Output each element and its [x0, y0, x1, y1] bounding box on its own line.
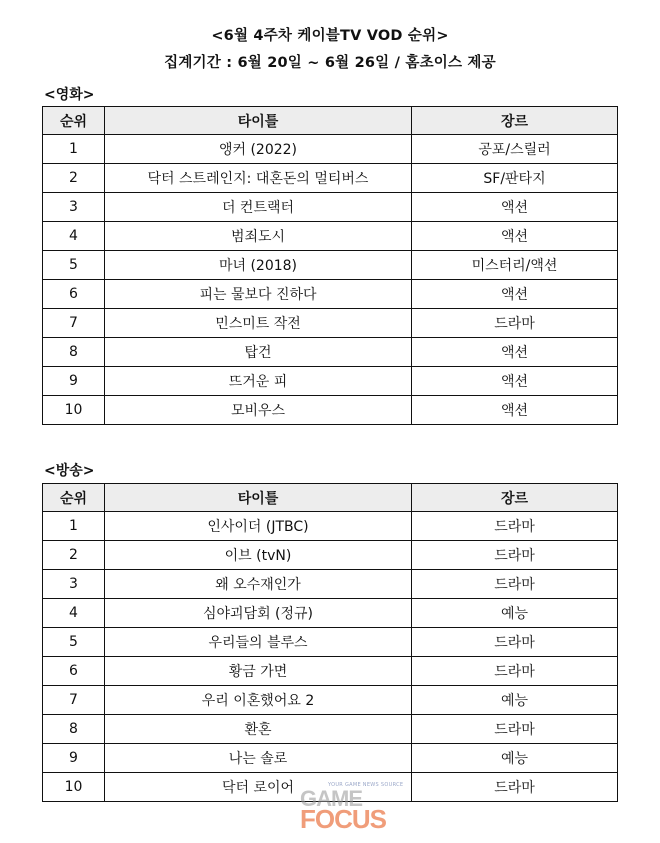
title-cell: 뜨거운 피 [105, 367, 412, 396]
table-row [43, 338, 618, 367]
genre-cell: 미스터리/액션 [412, 251, 618, 280]
title-cell: 왜 오수재인가 [105, 570, 412, 599]
table-row [43, 773, 618, 802]
rank-cell: 2 [43, 164, 105, 193]
title-cell: 범죄도시 [105, 222, 412, 251]
title-cell: 황금 가면 [105, 657, 412, 686]
rank-cell: 4 [43, 599, 105, 628]
genre-cell: 예능 [412, 744, 618, 773]
genre-cell: 공포/스릴러 [412, 135, 618, 164]
table-row [43, 715, 618, 744]
table-row [43, 657, 618, 686]
genre-cell: 드라마 [412, 309, 618, 338]
rank-cell: 6 [43, 280, 105, 309]
broadcast-table [42, 483, 618, 802]
title-cell: 마녀 (2018) [105, 251, 412, 280]
rank-cell: 1 [43, 512, 105, 541]
table-row [43, 512, 618, 541]
rank-cell: 7 [43, 309, 105, 338]
rank-cell: 2 [43, 541, 105, 570]
table-header-row [43, 484, 618, 512]
title-cell: 닥터 스트레인지: 대혼돈의 멀티버스 [105, 164, 412, 193]
rank-cell: 10 [43, 773, 105, 802]
table-row [43, 744, 618, 773]
genre-cell: 드라마 [412, 657, 618, 686]
title-cell: 모비우스 [105, 396, 412, 425]
table-row [43, 251, 618, 280]
genre-cell: 액션 [412, 338, 618, 367]
table-row [43, 396, 618, 425]
table-row [43, 222, 618, 251]
watermark-game-text: GAME [300, 786, 362, 811]
rank-cell: 5 [43, 251, 105, 280]
watermark-tagline: YOUR GAME NEWS SOURCE [328, 782, 404, 788]
broadcast-section-label: <방송> [44, 463, 95, 479]
rank-cell: 6 [43, 657, 105, 686]
genre-cell: 액션 [412, 280, 618, 309]
table-row [43, 309, 618, 338]
table-row [43, 164, 618, 193]
rank-cell: 10 [43, 396, 105, 425]
title-cell: 이브 (tvN) [105, 541, 412, 570]
title-cell: 나는 솔로 [105, 744, 412, 773]
title-cell: 심야괴담회 (정규) [105, 599, 412, 628]
movies-table [42, 106, 618, 425]
table-row [43, 367, 618, 396]
genre-cell: 드라마 [412, 541, 618, 570]
table-row [43, 570, 618, 599]
title-cell: 앵커 (2022) [105, 135, 412, 164]
rank-cell: 7 [43, 686, 105, 715]
genre-cell: 예능 [412, 686, 618, 715]
rank-cell: 9 [43, 744, 105, 773]
title-column-header: 타이틀 [105, 484, 412, 512]
title-cell: 환혼 [105, 715, 412, 744]
table-header-row [43, 107, 618, 135]
genre-cell: 액션 [412, 396, 618, 425]
title-cell: 피는 물보다 진하다 [105, 280, 412, 309]
rank-cell: 5 [43, 628, 105, 657]
genre-cell: 드라마 [412, 512, 618, 541]
rank-cell: 8 [43, 715, 105, 744]
genre-cell: 액션 [412, 367, 618, 396]
rank-cell: 3 [43, 193, 105, 222]
page-title: <6월 4주차 케이블TV VOD 순위> [211, 28, 449, 44]
genre-cell: 드라마 [412, 570, 618, 599]
title-cell: 더 컨트랙터 [105, 193, 412, 222]
title-cell: 닥터 로이어 [105, 773, 412, 802]
title-cell: 우리들의 블루스 [105, 628, 412, 657]
table-row [43, 628, 618, 657]
genre-cell: 드라마 [412, 773, 618, 802]
watermark-focus-text: FOCUS [300, 804, 386, 834]
rank-column-header: 순위 [43, 484, 105, 512]
rank-cell: 3 [43, 570, 105, 599]
title-cell: 인사이더 (JTBC) [105, 512, 412, 541]
rank-cell: 9 [43, 367, 105, 396]
genre-cell: 드라마 [412, 628, 618, 657]
rank-cell: 4 [43, 222, 105, 251]
rank-cell: 8 [43, 338, 105, 367]
table-row [43, 541, 618, 570]
genre-cell: SF/판타지 [412, 164, 618, 193]
genre-column-header: 장르 [412, 107, 618, 135]
table-row [43, 193, 618, 222]
table-row [43, 686, 618, 715]
rank-column-header: 순위 [43, 107, 105, 135]
title-cell: 우리 이혼했어요 2 [105, 686, 412, 715]
genre-cell: 액션 [412, 193, 618, 222]
table-row [43, 280, 618, 309]
genre-column-header: 장르 [412, 484, 618, 512]
page-subtitle: 집계기간 : 6월 20일 ~ 6월 26일 / 홈초이스 제공 [164, 55, 496, 71]
rank-cell: 1 [43, 135, 105, 164]
genre-cell: 예능 [412, 599, 618, 628]
genre-cell: 액션 [412, 222, 618, 251]
table-row [43, 599, 618, 628]
movies-section-label: <영화> [44, 87, 95, 103]
title-column-header: 타이틀 [105, 107, 412, 135]
table-row [43, 135, 618, 164]
title-cell: 탑건 [105, 338, 412, 367]
genre-cell: 드라마 [412, 715, 618, 744]
title-cell: 민스미트 작전 [105, 309, 412, 338]
